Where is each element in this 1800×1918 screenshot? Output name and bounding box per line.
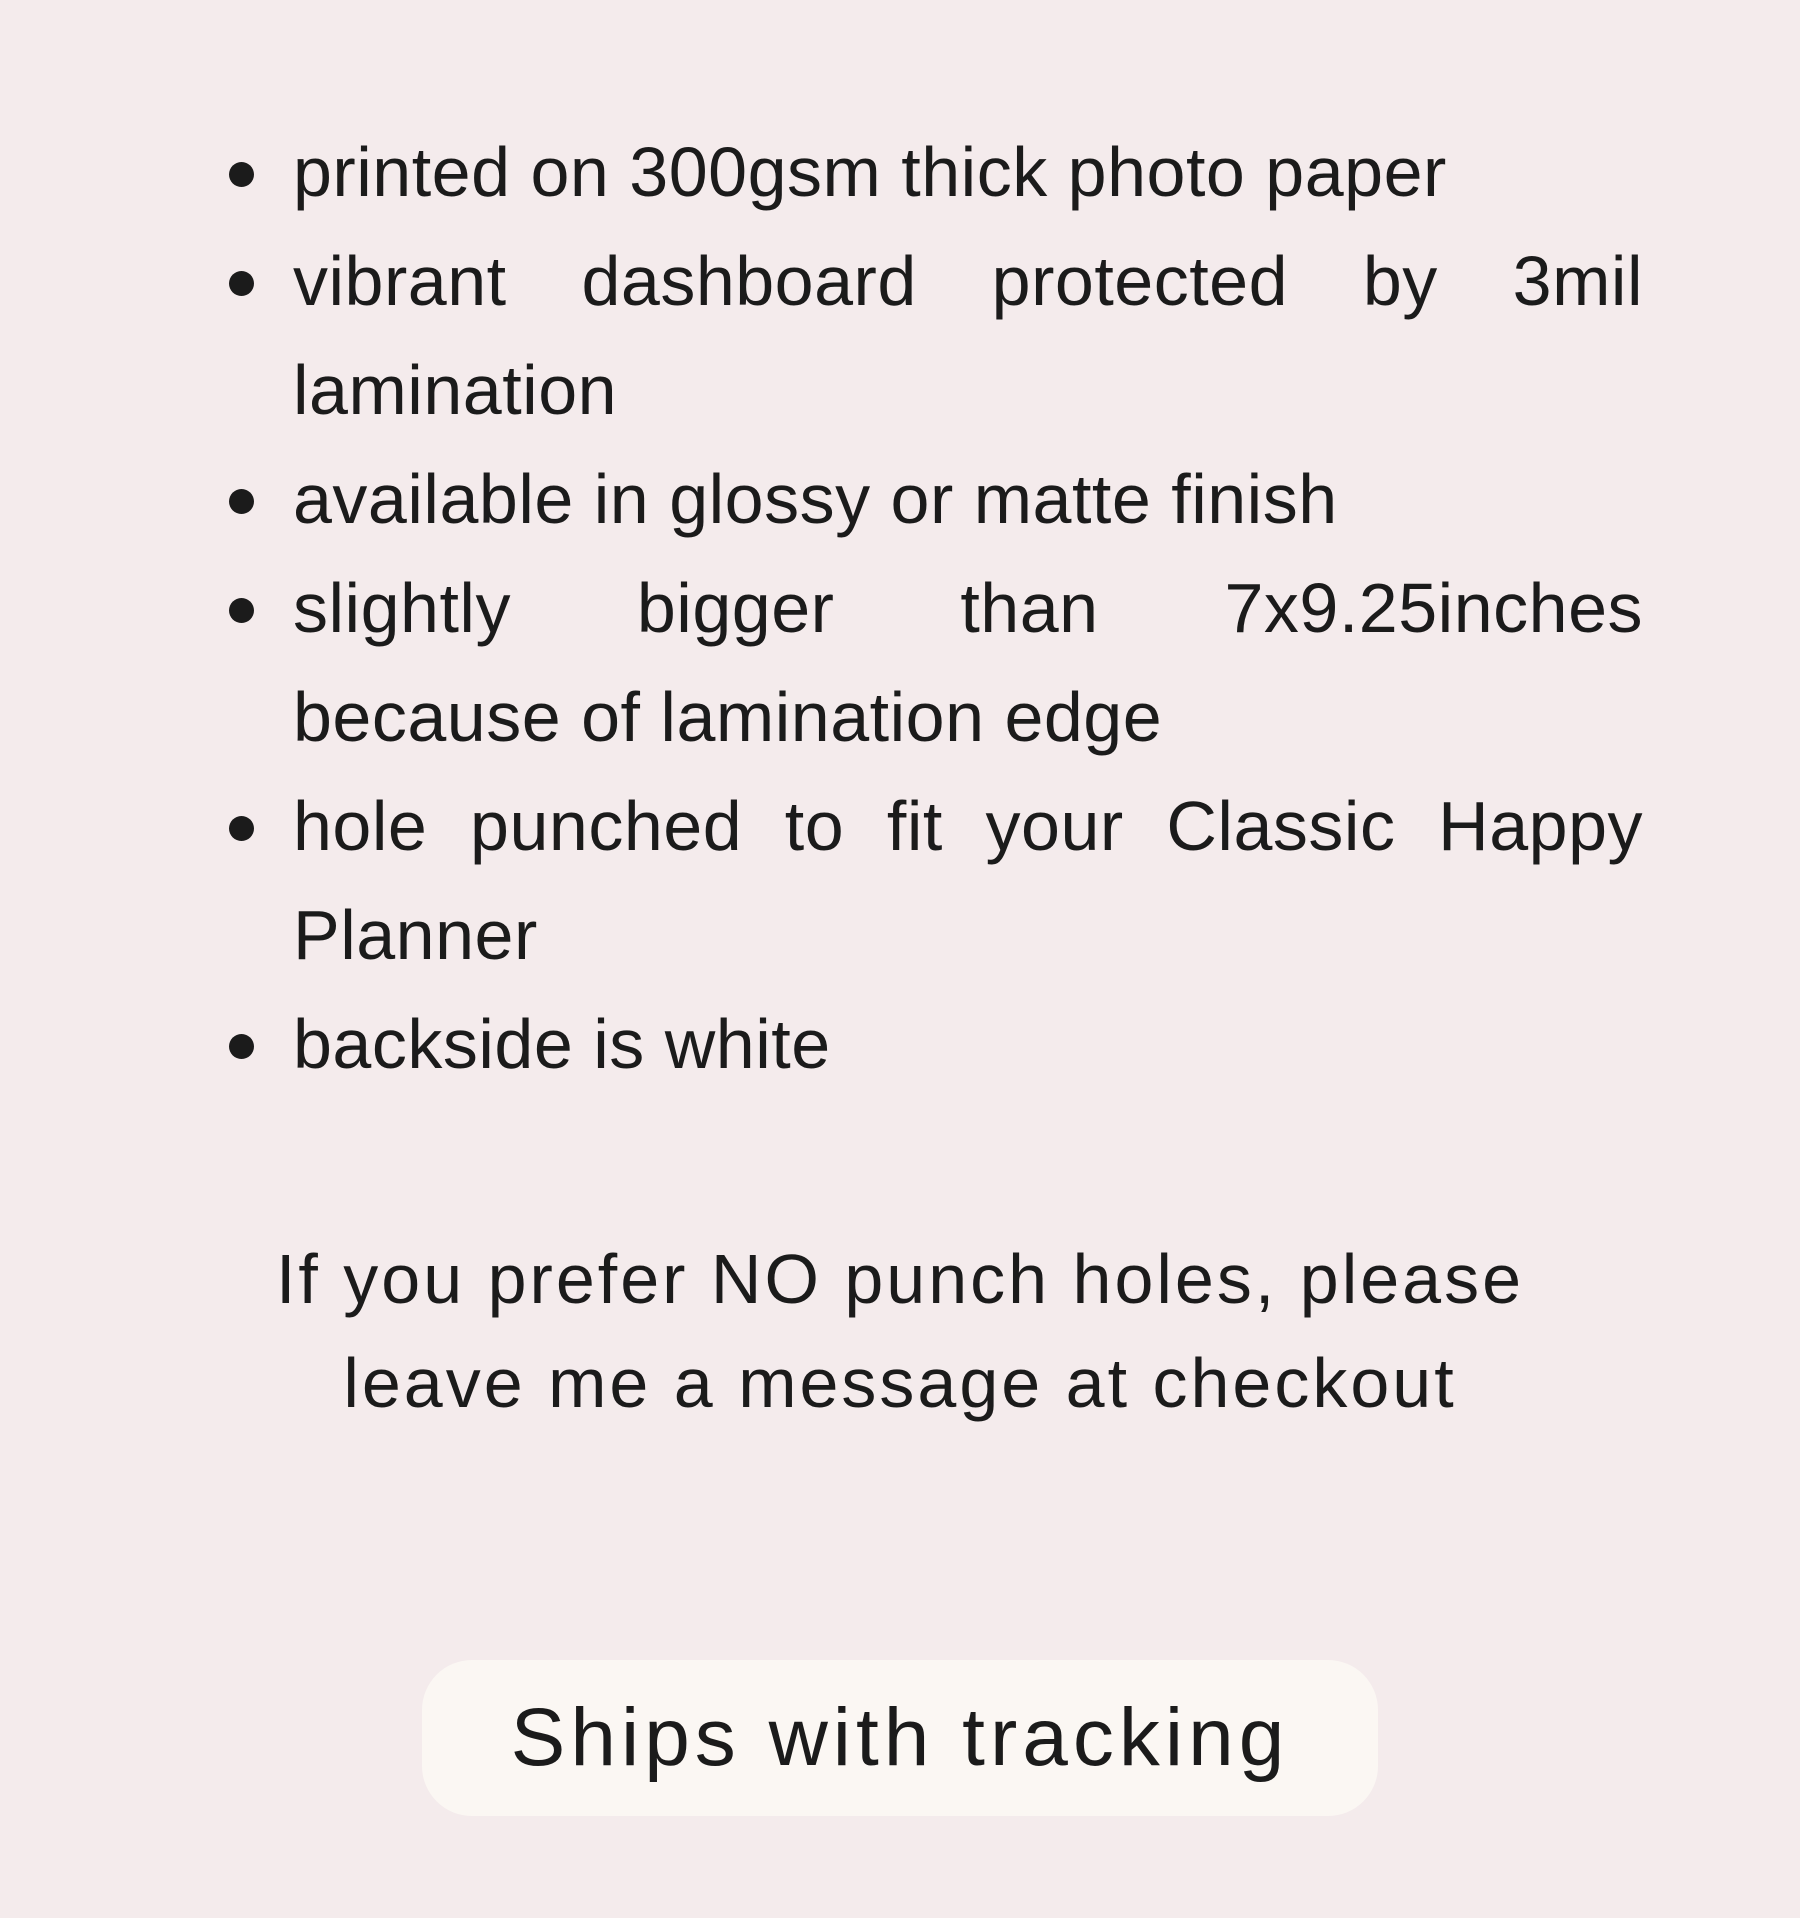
list-item: [293, 227, 1643, 445]
list-item-line: available in glossy or matte finish: [293, 460, 1338, 538]
no-punch-holes-note: [0, 1227, 1800, 1435]
list-item-line: vibrant dashboard protected by 3mil: [293, 242, 1643, 320]
note-line: If you prefer NO punch holes, please: [275, 1240, 1525, 1318]
list-item-line: lamination: [293, 351, 618, 429]
list-item-line: Planner: [293, 896, 538, 974]
list-item: [293, 445, 1643, 554]
list-item: [293, 118, 1643, 227]
list-item: [293, 554, 1643, 772]
list-item-line: backside is white: [293, 1005, 831, 1083]
product-info-card: [0, 118, 1800, 1918]
ships-with-tracking-badge: [422, 1660, 1378, 1816]
badge-label: Ships with tracking: [510, 1692, 1290, 1783]
list-item-line: slightly bigger than 7x9.25inches: [293, 569, 1643, 647]
note-line: leave me a message at checkout: [343, 1344, 1457, 1422]
list-item: [293, 990, 1643, 1099]
feature-list: [293, 118, 1643, 1099]
list-item-line: because of lamination edge: [293, 678, 1163, 756]
list-item: [293, 772, 1643, 990]
list-item-line: printed on 300gsm thick photo paper: [293, 133, 1447, 211]
list-item-line: hole punched to fit your Classic Happy: [293, 787, 1643, 865]
